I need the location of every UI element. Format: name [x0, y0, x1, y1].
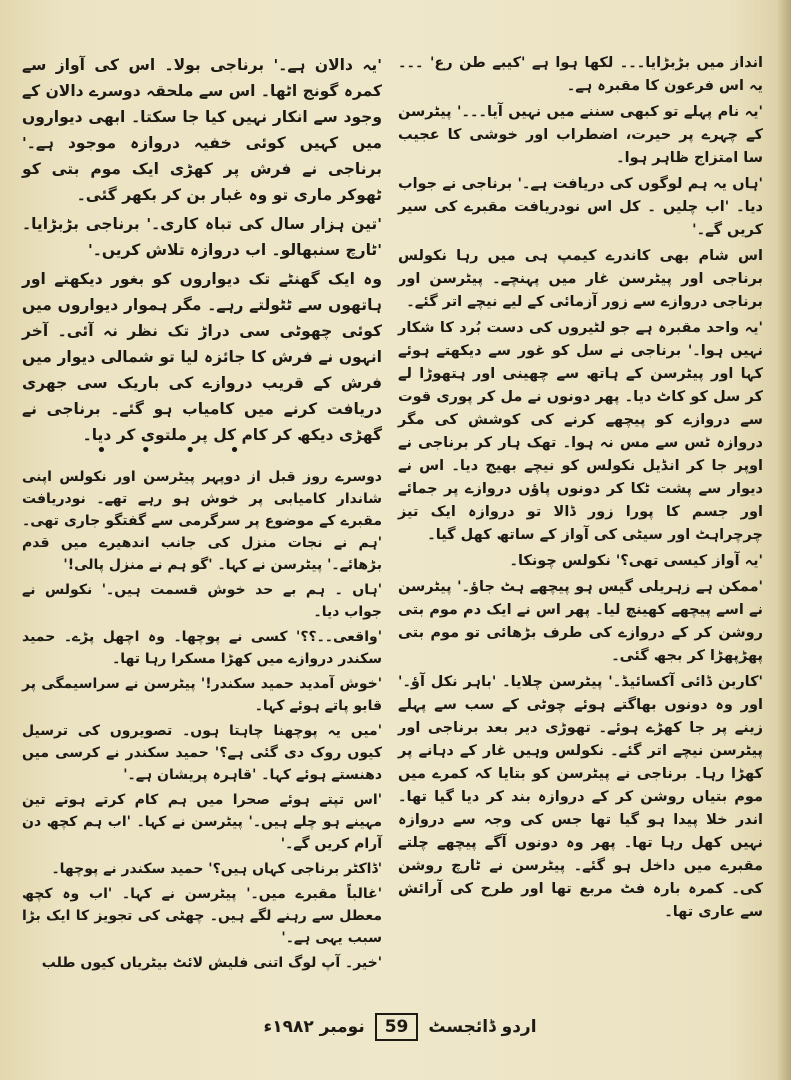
paragraph: 'کاربن ڈائی آکسائیڈ۔' پیٹرسن چلایا۔ 'باہر نکل آؤ۔' اور وہ دونوں بھاگتے ہوئے چوٹی کے سب سے پہلے زینے پر جا کھڑے ہوئے۔ تھوڑی دیر بعد برناجی اور پیٹرسن نیچے اتر گئے۔ نکولس وہیں غار کے دہانے پر کھڑا رہا۔ برناجی نے پیٹرسن کو بتایا کہ کمرے میں موم بتیاں روشن کر کے دروازہ بند کر دیا گیا تھا۔ اندر خلا پیدا ہو گیا تھا جس کی وجہ سے دروازہ نہیں کھل رہا تھا۔ پھر وہ دونوں آگے پیچھے چلتے مقبرے میں داخل ہو گئے۔ پیٹرسن نے ٹارچ روشن کی۔ کمرہ بارہ فٹ مربع تھا اور طرح کی آرائش سے عاری تھا۔ — [398, 674, 763, 920]
paragraph: 'ہاں ۔ ہم بے حد خوش قسمت ہیں۔' نکولس نے جواب دیا۔ — [22, 582, 382, 620]
paragraph: اس شام بھی کاندرے کیمپ ہی میں رہا نکولس برناجی اور پیٹرسن غار میں پہنچے۔ پیٹرسن اور برناجی دروازے سے زور آزمائی کے لیے نیچے اتر گئے۔ — [398, 248, 763, 310]
paragraph: دوسرے روز قبل از دوپہر پیٹرسن اور نکولس اپنی شاندار کامیابی پر خوش ہو رہے تھے۔ نودریافت مقبرے کے موضوع پر سرگرمی سے گفتگو جاری تھی۔ 'ہم نے نجات منزل کی جانب اندھیرے میں قدم بڑھائے۔' پیٹرسن نے کہا۔ 'گو ہم نے منزل پالی!' — [22, 469, 382, 573]
paragraph: 'ممکن ہے زہریلی گیس ہو پیچھے ہٹ جاؤ۔' پیٹرسن نے اسے پیچھے کھینچ لیا۔ پھر اس نے ایک دم موم بتی روشن کر کے دروازے کی طرف بڑھائی تو موم بتی پھڑپھڑا کر بجھ گئی۔ — [398, 579, 763, 664]
paragraph: 'میں یہ پوچھنا چاہتا ہوں۔ تصویروں کی ترسیل کیوں روک دی گئی ہے؟' حمید سکندر نے کرسی میں دھنستے ہوئے کہا۔ 'قاہرہ پریشان ہے۔' — [22, 723, 382, 783]
paragraph: 'یہ واحد مقبرہ ہے جو لٹیروں کی دست بُرد کا شکار نہیں ہوا۔' برناجی نے سل کو غور سے دیکھتے ہوئے کہا اور پیٹرسن کے ہاتھ سے چھینی اور ہتھوڑا لے کر سل کو کاٹ دیا۔ پھر دونوں نے مل کر پوری قوت سے دروازے کو پیچھے کرنے کی کوشش کی مگر دروازہ ٹس سے مس نہ ہوا۔ تھک ہار کر برناجی نے اوپر جا کر انڈیل نکولس کو نیچے بھیج دیا۔ اس نے دیوار سے پشت ٹکا کر دونوں پاؤں دروازے پر جمائے اور جسم کا پورا زور ڈالا تو دروازہ ایک تیز چرچراہٹ اور سیٹی کی آواز کے ساتھ کھل گیا۔ — [398, 320, 763, 543]
paragraph: 'اس تپتے ہوئے صحرا میں ہم کام کرتے ہوتے تین مہینے ہو چلے ہیں۔' پیٹرسن نے کہا۔ 'اب ہم کچھ دن آرام کریں گے۔' — [22, 792, 382, 852]
right-column — [398, 52, 763, 927]
paragraph: 'ہاں یہ ہم لوگوں کی دریافت ہے۔' برناجی نے جواب دیا۔ 'اب چلیں ۔ کل اس نودریافت مقبرے کی سیر کریں گے۔' — [398, 176, 763, 238]
paragraph: 'خوش آمدید حمید سکندر!' پیٹرسن نے سراسیمگی پر قابو پاتے ہوئے کہا۔ — [22, 676, 382, 714]
paragraph: 'خیر۔ آپ لوگ اتنی فلیش لائٹ بیٹریاں کیوں طلب — [41, 955, 382, 971]
paragraph: انداز میں بڑبڑایا۔۔۔ لکھا ہوا ہے 'کیبے طن رع' ۔۔۔ یہ اس فرعون کا مقبرہ ہے۔ — [398, 55, 763, 94]
paragraph: 'یہ نام پہلے تو کبھی سننے میں نہیں آیا۔۔۔' پیٹرسن کے چہرے پر حیرت، اضطراب اور خوشی کا عجیب سا امتزاج ظاہر ہوا۔ — [398, 104, 763, 166]
paragraph: 'تین ہزار سال کی تباہ کاری۔' برناجی بڑبڑایا۔ 'ٹارچ سنبھالو۔ اب دروازہ تلاش کریں۔' — [22, 215, 382, 259]
section-divider: • • • • — [96, 440, 254, 461]
magazine-name: اردو ڈائجسٹ — [428, 1017, 537, 1037]
paragraph: 'ڈاکٹر برناجی کہاں ہیں؟' حمید سکندر نے پوچھا۔ — [51, 861, 382, 877]
page-number: 59 — [375, 1013, 419, 1041]
paragraph: 'واقعی۔۔؟؟' کسی نے پوچھا۔ وہ اچھل پڑے۔ حمید سکندر دروازے میں کھڑا مسکرا رہا تھا۔ — [22, 629, 382, 667]
paragraph: 'غالباً مقبرے میں۔' پیٹرسن نے کہا۔ 'اب وہ کچھ معطل سے رہنے لگے ہیں۔ چھٹی کی تجویز کا ایک بڑا سبب یہی ہے۔' — [22, 886, 382, 946]
paragraph: 'یہ آواز کیسی تھی؟' نکولس چونکا۔ — [509, 553, 763, 569]
page-edge-shadow — [777, 0, 791, 1080]
paragraph: وہ ایک گھنٹے تک دیواروں کو بغور دیکھتے اور ہاتھوں سے ٹٹولتے رہے۔ مگر ہموار دیواروں میں کوئی چھوٹی سی دراڑ تک نظر نہ آئی۔ آخر انہوں نے فرش کا جائزہ لیا تو شمالی دیوار میں فرش کے قریب دروازے کی باریک سی جھری دریافت کرنے میں کامیاب ہو گئے۔ برناجی نے گھڑی دیکھ کر کام کل پر ملتوی کر دیا۔ — [22, 270, 382, 444]
paragraph: 'یہ دالان ہے۔' برناجی بولا۔ اس کی آواز سے کمرہ گونج اٹھا۔ اس سے ملحقہ دوسرے دالان کے وجود سے انکار نہیں کیا جا سکتا۔ ابھی دیواروں میں کہیں کوئی خفیہ دروازہ موجود ہے۔' برناجی نے فرش پر کھڑی ایک موم بتی کو ٹھوکر ماری تو وہ غبار بن کر بکھر گئی۔ — [22, 56, 382, 204]
left-column-top — [22, 52, 382, 444]
page-footer — [240, 1010, 560, 1044]
issue-date: نومبر ۱۹۸۲ء — [263, 1017, 365, 1037]
left-column-bottom — [22, 466, 382, 977]
